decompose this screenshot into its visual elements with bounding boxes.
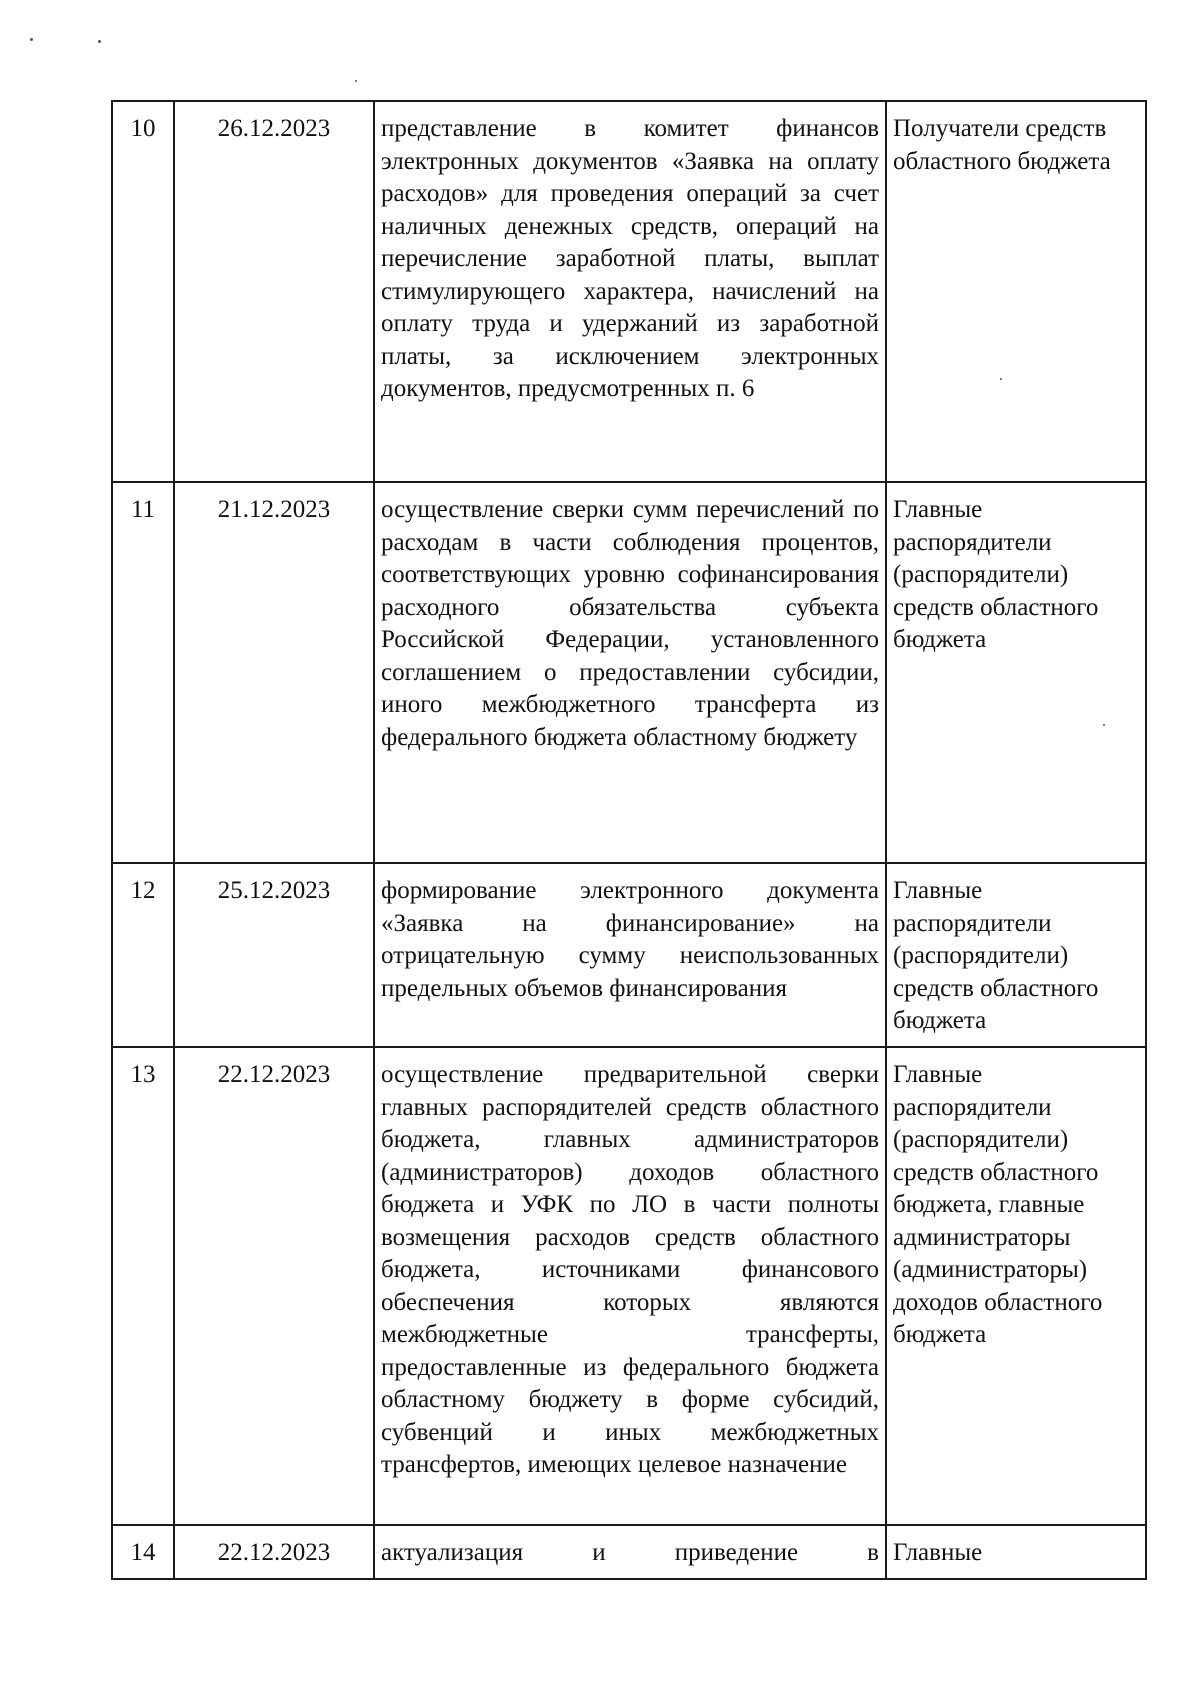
table-row bbox=[112, 863, 1146, 1047]
schedule-table bbox=[111, 100, 1147, 1580]
row-description: формирование электронного документа «Заявка на финансирование» на отрицательную сумму неиспользованных предельных объемов финансирования bbox=[374, 863, 886, 1047]
scan-speck bbox=[98, 40, 101, 43]
row-responsible: Главные bbox=[886, 1525, 1146, 1579]
row-description: осуществление сверки сумм перечислений по расходам в части соблюдения процентов, соответствующих уровню софинансирования расходного обязательства субъекта Российской Федерации, установленного соглашением о предоставлении субсидии, иного межбюджетного трансферта из федерального бюджета областному бюджету bbox=[374, 482, 886, 863]
table-row bbox=[112, 482, 1146, 863]
row-number: 14 bbox=[112, 1525, 174, 1579]
row-date: 22.12.2023 bbox=[174, 1525, 374, 1579]
row-responsible: Получатели средств областного бюджета bbox=[886, 101, 1146, 482]
scan-speck bbox=[30, 38, 33, 41]
scan-speck bbox=[355, 80, 357, 82]
row-description: осуществление предварительной сверки главных распорядителей средств областного бюджета, главных администраторов (администраторов) доходов областного бюджета и УФК по ЛО в части полноты возмещения расходов средств областного бюджета, источниками финансового обеспечения которых являются межбюджетные трансферты, предоставленные из федерального бюджета областному бюджету в форме субсидий, субвенций и иных межбюджетных трансфертов, имеющих целевое назначение bbox=[374, 1047, 886, 1525]
row-date: 25.12.2023 bbox=[174, 863, 374, 1047]
row-responsible: Главные распорядители (распорядители) средств областного бюджета bbox=[886, 863, 1146, 1047]
row-number: 13 bbox=[112, 1047, 174, 1525]
row-date: 21.12.2023 bbox=[174, 482, 374, 863]
table-row bbox=[112, 101, 1146, 482]
row-responsible: Главные распорядители (распорядители) средств областного бюджета, главные администраторы (администраторы) доходов областного бюджета bbox=[886, 1047, 1146, 1525]
row-description: актуализация и приведение в bbox=[374, 1525, 886, 1579]
row-description: представление в комитет финансов электронных документов «Заявка на оплату расходов» для проведения операций за счет наличных денежных средств, операций на перечисление заработной платы, выплат стимулирующего характера, начислений на оплату труда и удержаний из заработной платы, за исключением электронных документов, предусмотренных п. 6 bbox=[374, 101, 886, 482]
row-date: 22.12.2023 bbox=[174, 1047, 374, 1525]
row-responsible: Главные распорядители (распорядители) средств областного бюджета bbox=[886, 482, 1146, 863]
row-date: 26.12.2023 bbox=[174, 101, 374, 482]
table-row bbox=[112, 1047, 1146, 1525]
row-number: 12 bbox=[112, 863, 174, 1047]
row-number: 10 bbox=[112, 101, 174, 482]
table-row bbox=[112, 1525, 1146, 1579]
row-number: 11 bbox=[112, 482, 174, 863]
